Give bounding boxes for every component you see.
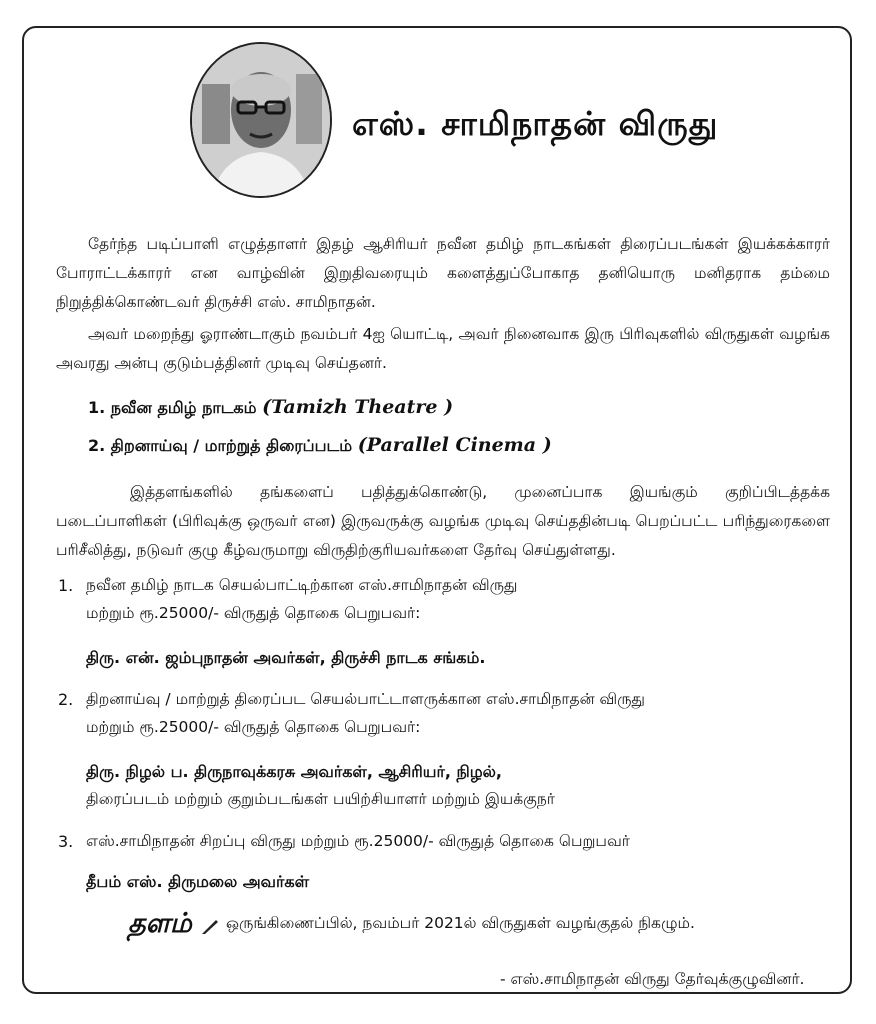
category-english: (Parallel Cinema ) xyxy=(357,434,552,456)
portrait-photo xyxy=(190,42,332,198)
award-winner: திரு. என். ஜம்புநாதன் அவர்கள், திருச்சி நாடக சங்கம். xyxy=(86,648,486,667)
award-winner-detail: திரைப்படம் மற்றும் குறும்படங்கள் பயிற்சியாளர் மற்றும் இயக்குநர் xyxy=(86,790,555,808)
category-label: 2. திறனாய்வு / மாற்றுத் திரைப்படம் xyxy=(88,436,353,455)
award-winner: தீபம் எஸ். திருமலை அவர்கள் xyxy=(86,872,310,891)
page-title: எஸ். சாமிநாதன் விருது xyxy=(352,104,719,143)
category-english: (Tamizh Theatre ) xyxy=(262,396,454,418)
intro-paragraph: அவர் மறைந்து ஓராண்டாகும் நவம்பர் 4ஐ யொட்டி, அவர் நினைவாக இரு பிரிவுகளில் விருதுகள் வழங்க அவரது அன்பு குடும்பத்தினர் முடிவு செய்தனர். xyxy=(56,325,830,372)
award-line: மற்றும் ரூ.25000/- விருதுத் தொகை பெறுபவர்: xyxy=(86,604,421,622)
category-label: 1. நவீன தமிழ் நாடகம் xyxy=(88,398,257,417)
selection-paragraph: இத்தளங்களில் தங்களைப் பதித்துக்கொண்டு, முனைப்பாக இயங்கும் குறிப்பிடத்தக்க படைப்பாளிகள் (பிரிவுக்கு ஒருவர் என) இருவருக்கு வழங்க முடிவு செய்ததின்படி பெறப்பட்ட பரிந்துரைகளை பரிசீலித்து, நடுவர் குழு கீழ்வருமாறு விருதிற்குரியவர்களை தேர்வு செய்துள்ளது. xyxy=(56,483,830,559)
award-number: 3. xyxy=(58,832,74,851)
award-number: 2. xyxy=(58,690,74,709)
footer-note: ஒருங்கிணைப்பில், நவம்பர் 2021ல் விருதுகள் வழங்குதல் நிகழும். xyxy=(226,914,695,932)
award-number: 1. xyxy=(58,576,74,595)
thalam-logo: தளம் xyxy=(128,908,192,939)
award-line: மற்றும் ரூ.25000/- விருதுத் தொகை பெறுபவர்: xyxy=(86,718,421,736)
award-line: நவீன தமிழ் நாடக செயல்பாட்டிற்கான எஸ்.சாமிநாதன் விருது xyxy=(86,576,518,594)
category-2 xyxy=(88,434,552,457)
quill-icon xyxy=(200,918,220,936)
award-winner: திரு. நிழல் ப. திருநாவுக்கரசு அவர்கள், ஆசிரியர், நிழல், xyxy=(86,762,502,781)
intro-paragraph: தேர்ந்த படிப்பாளி எழுத்தாளர் இதழ் ஆசிரியர் நவீன தமிழ் நாடகங்கள் திரைப்படங்கள் இயக்கக்காரர் போராட்டக்காரர் என வாழ்வின் இறுதிவரையும் களைத்துப்போகாத தனியொரு மனிதராக தம்மை நிறுத்திக்கொண்டவர் திருச்சி எஸ். சாமிநாதன். xyxy=(56,235,830,311)
award-line: எஸ்.சாமிநாதன் சிறப்பு விருது மற்றும் ரூ.25000/- விருதுத் தொகை பெறுபவர் xyxy=(86,832,630,850)
signature: - எஸ்.சாமிநாதன் விருது தேர்வுக்குழுவினர். xyxy=(500,970,805,988)
category-1 xyxy=(88,396,453,419)
award-line: திறனாய்வு / மாற்றுத் திரைப்பட செயல்பாட்டாளருக்கான எஸ்.சாமிநாதன் விருது xyxy=(86,690,645,708)
